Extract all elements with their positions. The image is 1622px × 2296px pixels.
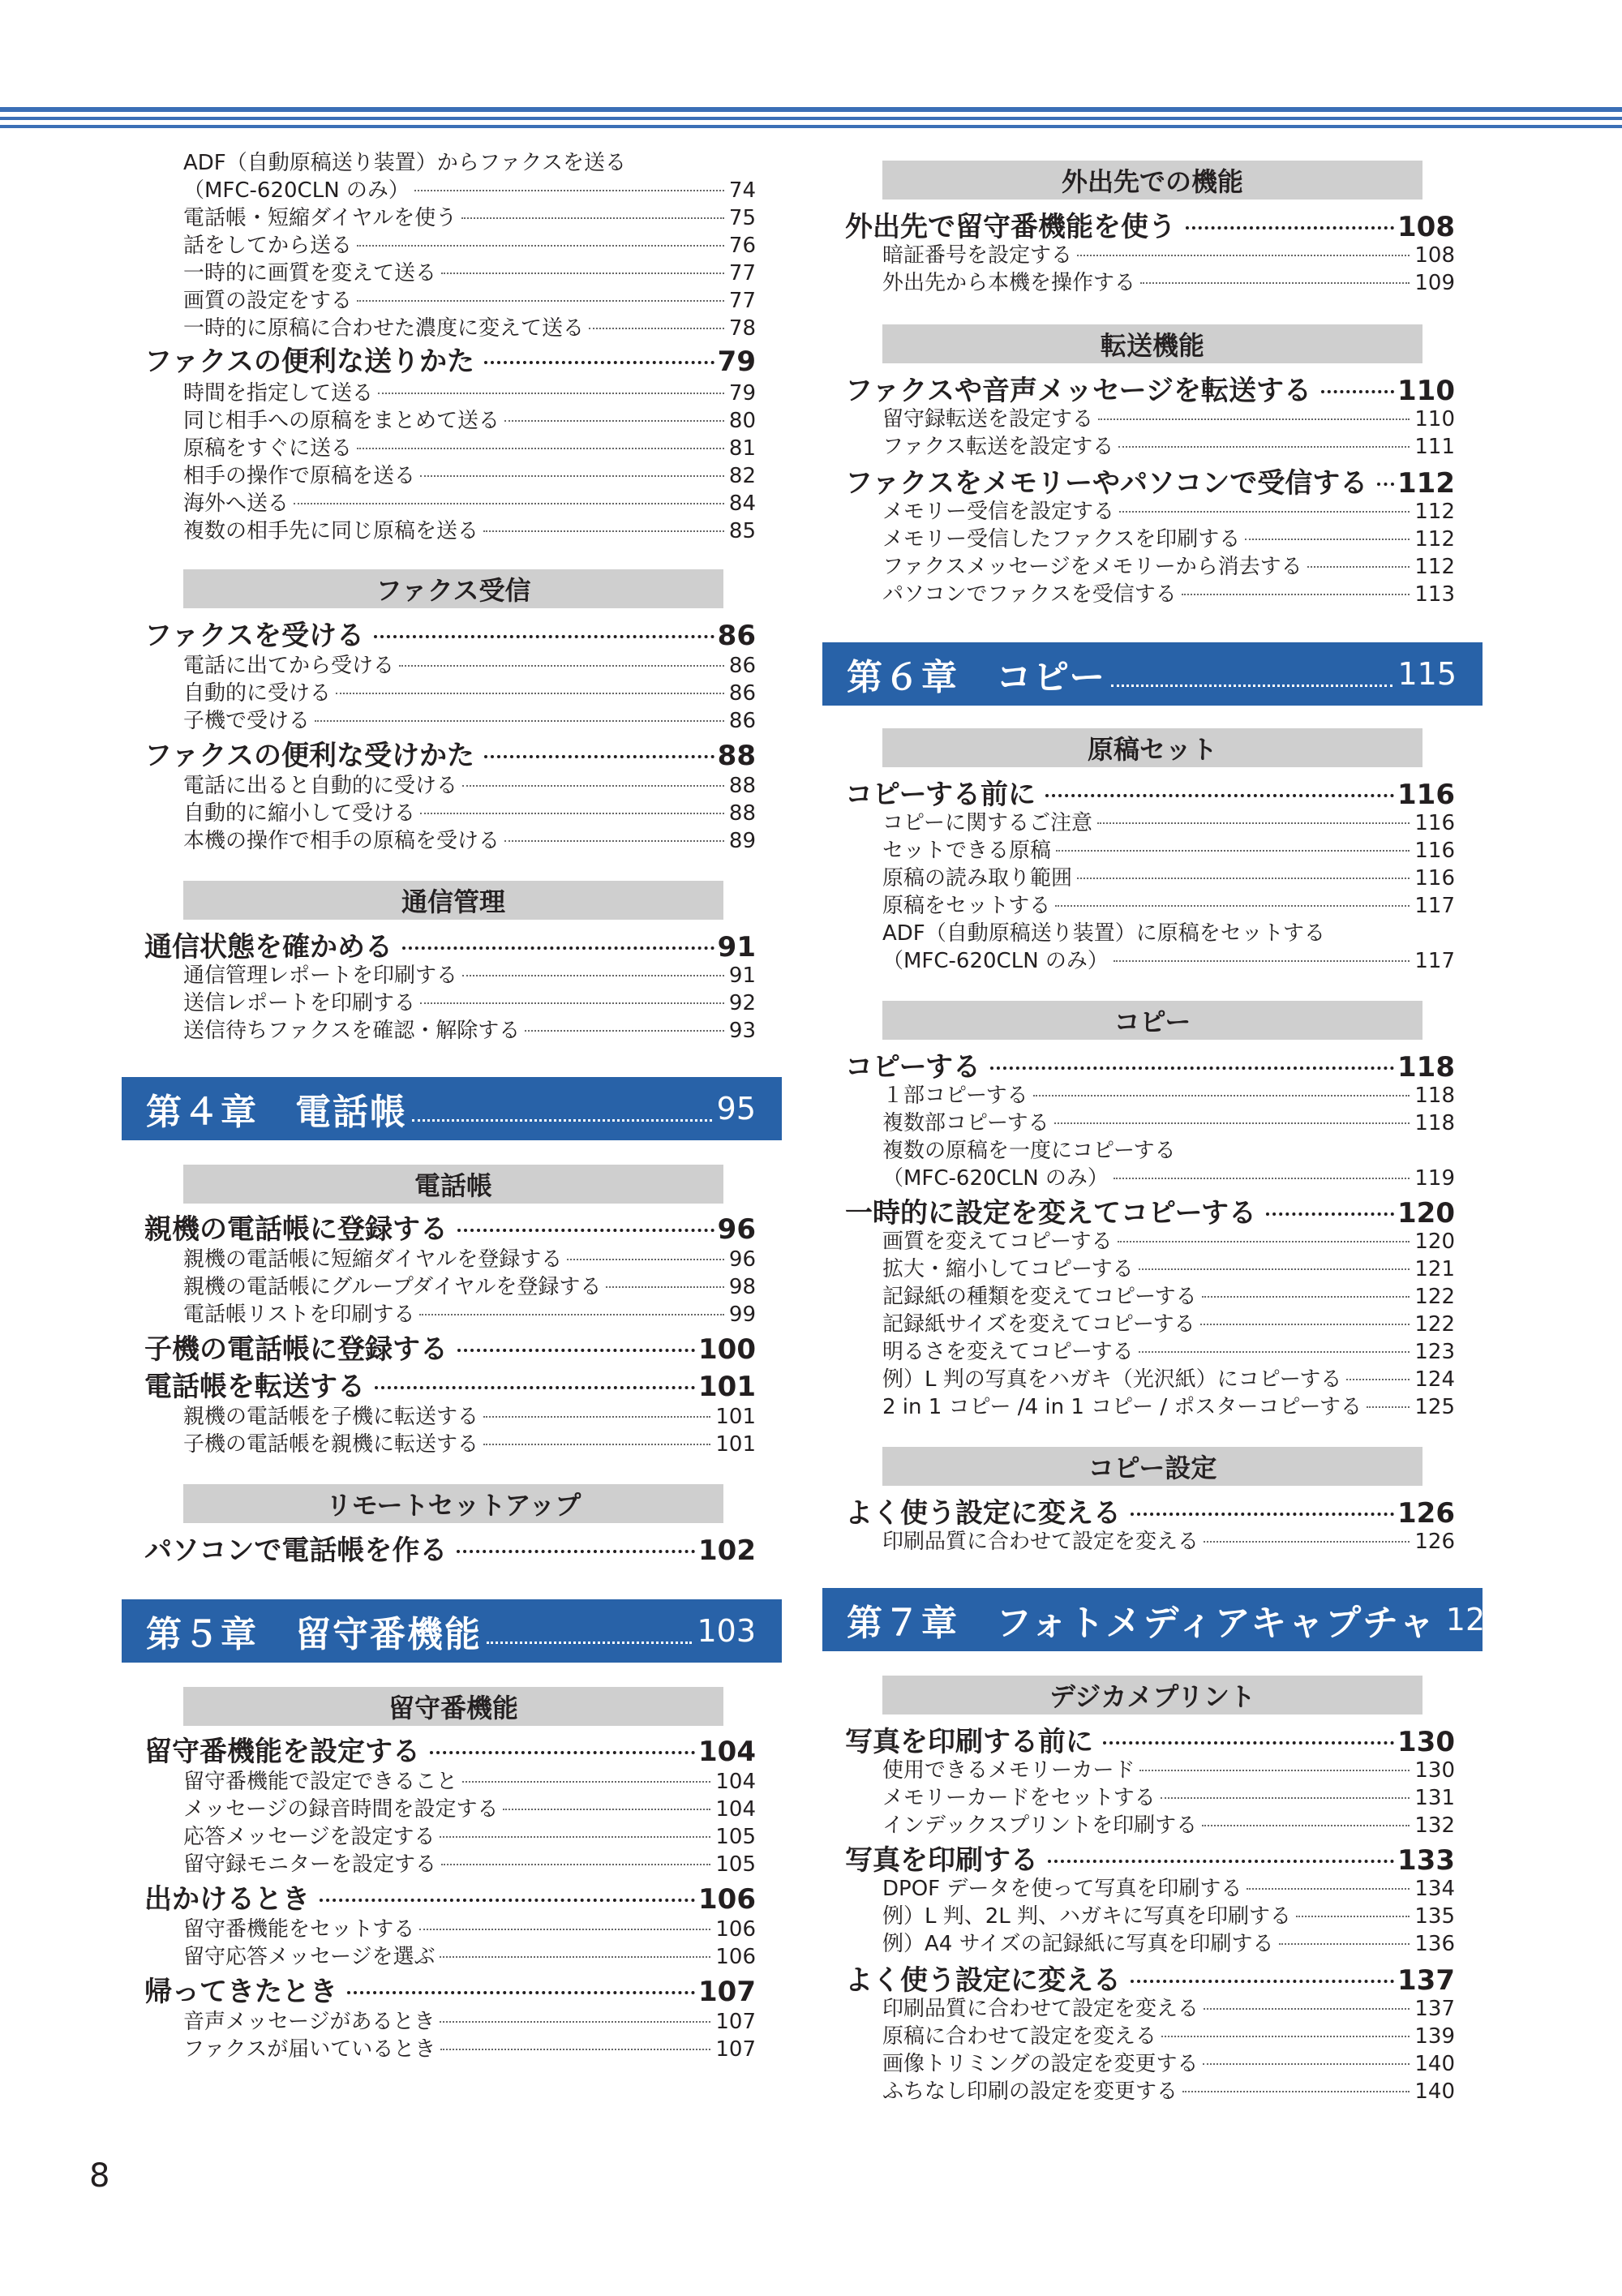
entry-page: 104	[715, 1770, 756, 1794]
entry-text: 親機の電話帳にグループダイヤルを登録する	[183, 1275, 602, 1299]
entry-text: 画質を変えてコピーする	[882, 1230, 1113, 1254]
chapter-page: 115	[1397, 656, 1457, 692]
toc-entry[interactable]	[183, 287, 756, 315]
heading-page: 108	[1397, 211, 1455, 243]
entry-page: 106	[715, 1917, 756, 1942]
toc-entry[interactable]	[882, 2023, 1455, 2050]
chapter-7-banner[interactable]	[822, 1588, 1505, 1651]
toc-heading[interactable]	[845, 1496, 1455, 1531]
toc-heading[interactable]	[144, 929, 756, 965]
entry-page: 78	[728, 316, 756, 341]
toc-entry[interactable]	[183, 1301, 756, 1328]
entry-page: 130	[1414, 1758, 1455, 1783]
entry-text: 記録紙の種類を変えてコピーする	[882, 1285, 1197, 1309]
heading-text: よく使う設定に変える	[845, 1964, 1121, 1997]
heading-text: 子機の電話帳に登録する	[144, 1333, 448, 1366]
entry-text: パソコンでファクスを受信する	[882, 582, 1177, 607]
toc-entry[interactable]	[882, 947, 1455, 975]
entry-page: 131	[1414, 1786, 1455, 1810]
entry-page: 113	[1414, 582, 1455, 607]
entry-text: ファクス転送を設定する	[882, 435, 1114, 459]
toc-entry[interactable]	[183, 1943, 756, 1971]
entry-page: 105	[715, 1825, 756, 1849]
entry-page: 139	[1414, 2024, 1455, 2049]
entry-text: 電話帳リストを印刷する	[183, 1302, 415, 1327]
toc-entry[interactable]	[882, 1903, 1455, 1930]
entry-text: メモリーカードをセットする	[882, 1786, 1156, 1810]
entry-text: 複数部コピーする	[882, 1111, 1049, 1135]
toc-entry[interactable]	[183, 315, 756, 342]
heading-text: ファクスを受ける	[144, 620, 364, 652]
toc-entry[interactable]	[882, 1283, 1455, 1311]
toc-entry[interactable]	[882, 526, 1455, 553]
entry-page: 77	[728, 289, 756, 313]
entry-text: 拡大・縮小してコピーする	[882, 1257, 1134, 1281]
entry-page: 118	[1414, 1111, 1455, 1135]
toc-heading[interactable]	[144, 618, 756, 654]
entry-text: メモリー受信を設定する	[882, 500, 1115, 524]
entry-page: 108	[1414, 243, 1455, 268]
entry-page: 117	[1414, 949, 1455, 973]
toc-entry[interactable]	[882, 1255, 1455, 1283]
toc-entry[interactable]	[882, 1757, 1455, 1784]
toc-entry[interactable]	[882, 581, 1455, 608]
toc-entry[interactable]	[183, 652, 756, 680]
entry-text: 本機の操作で相手の原稿を受ける	[183, 829, 500, 853]
entry-text: 画質の設定をする	[183, 289, 353, 313]
toc-heading[interactable]	[144, 1974, 756, 2010]
toc-entry[interactable]	[183, 680, 756, 707]
heading-text: 外出先で留守番機能を使う	[845, 211, 1176, 243]
entry-page: 109	[1414, 271, 1455, 295]
entry-page: 75	[728, 206, 756, 230]
toc-heading[interactable]	[144, 738, 756, 774]
heading-text: 親機の電話帳に登録する	[144, 1213, 448, 1246]
toc-entry[interactable]	[183, 435, 756, 462]
toc-entry[interactable]	[882, 1228, 1455, 1255]
entry-page: 123	[1414, 1340, 1455, 1364]
entry-page: 89	[728, 829, 756, 853]
toc-entry[interactable]	[183, 1851, 756, 1878]
chapter-6-banner[interactable]	[822, 642, 1483, 706]
entry-page: 88	[728, 774, 756, 798]
heading-text: 留守番機能を設定する	[144, 1736, 420, 1768]
toc-entry[interactable]	[882, 433, 1455, 461]
toc-heading[interactable]	[144, 1882, 756, 1917]
toc-entry[interactable]	[882, 1930, 1455, 1958]
entry-page: 86	[728, 654, 756, 678]
heading-text: 写真を印刷する前に	[845, 1726, 1093, 1758]
chapter-title: 第４章 電話帳	[146, 1092, 407, 1133]
entry-page: 126	[1414, 1530, 1455, 1554]
entry-page: 104	[715, 1797, 756, 1822]
toc-line[interactable]: 複数の原稿を一度にコピーする	[882, 1139, 1176, 1163]
toc-entry[interactable]	[183, 1916, 756, 1943]
entry-page: 111	[1414, 435, 1455, 459]
toc-heading[interactable]	[845, 777, 1455, 813]
entry-text: （MFC-620CLN のみ）	[882, 949, 1109, 973]
entry-text: メッセージの録音時間を設定する	[183, 1797, 499, 1822]
entry-page: 140	[1414, 2052, 1455, 2076]
entry-page: 80	[728, 409, 756, 433]
toc-entry[interactable]	[183, 772, 756, 800]
entry-page: 81	[728, 436, 756, 461]
entry-text: ファクスメッセージをメモリーから消去する	[882, 555, 1302, 579]
entry-page: 122	[1414, 1285, 1455, 1309]
entry-text: 外出先から本機を操作する	[882, 271, 1136, 295]
toc-entry[interactable]	[183, 462, 756, 490]
toc-entry[interactable]	[183, 490, 756, 517]
toc-heading[interactable]	[144, 344, 756, 380]
chapter-title: 第５章 留守番機能	[146, 1614, 482, 1655]
toc-entry[interactable]	[183, 989, 756, 1017]
toc-entry[interactable]	[882, 837, 1455, 865]
entry-text: 原稿をセットする	[882, 894, 1051, 918]
entry-page: 118	[1414, 1084, 1455, 1108]
toc-entry[interactable]	[882, 498, 1455, 526]
heading-text: ファクスや音声メッセージを転送する	[845, 375, 1311, 407]
entry-page: 122	[1414, 1312, 1455, 1337]
heading-page: 106	[698, 1883, 756, 1916]
heading-page: 104	[698, 1736, 756, 1768]
entry-page: 136	[1414, 1932, 1455, 1956]
heading-page: 130	[1397, 1726, 1455, 1758]
toc-entry[interactable]	[882, 2078, 1455, 2105]
entry-page: 107	[715, 2010, 756, 2034]
entry-text: 時間を指定して送る	[183, 381, 374, 406]
entry-text: （MFC-620CLN のみ）	[882, 1166, 1109, 1191]
section-bar-forwarding: 転送機能	[882, 324, 1422, 363]
toc-entry[interactable]	[183, 1823, 756, 1851]
toc-entry[interactable]	[183, 827, 756, 855]
entry-page: 91	[728, 963, 756, 988]
entry-text: 電話帳・短縮ダイヤルを使う	[183, 206, 457, 230]
entry-text: 一時的に原稿に合わせた濃度に変えて送る	[183, 316, 585, 341]
toc-entry[interactable]	[183, 1768, 756, 1796]
entry-page: 86	[728, 709, 756, 733]
heading-page: 112	[1397, 467, 1455, 500]
entry-text: 明るさを変えてコピーする	[882, 1340, 1134, 1364]
toc-entry[interactable]	[882, 865, 1455, 892]
entry-text: インデックスプリントを印刷する	[882, 1813, 1198, 1838]
toc-entry[interactable]	[183, 707, 756, 735]
entry-text: 応答メッセージを設定する	[183, 1825, 436, 1849]
chapter-5-banner[interactable]	[122, 1599, 782, 1663]
chapter-title: 第７章 フォトメディアキャプチャ	[847, 1603, 1436, 1644]
entry-text: 相手の操作で原稿を送る	[183, 464, 416, 488]
entry-text: 留守番機能をセットする	[183, 1917, 415, 1942]
heading-page: 86	[717, 620, 756, 652]
toc-heading[interactable]	[845, 466, 1455, 501]
entry-text: 例）A4 サイズの記録紙に写真を印刷する	[882, 1932, 1274, 1956]
heading-page: 79	[717, 345, 756, 378]
entry-text: 2 in 1 コピー /4 in 1 コピー / ポスターコピーする	[882, 1395, 1362, 1419]
toc-entry[interactable]	[882, 1311, 1455, 1338]
toc-entry[interactable]	[882, 406, 1455, 433]
entry-page: 107	[715, 2037, 756, 2062]
chapter-4-banner[interactable]	[122, 1077, 782, 1140]
toc-heading[interactable]	[845, 209, 1455, 245]
entry-page: 98	[728, 1275, 756, 1299]
entry-page: 135	[1414, 1904, 1455, 1929]
toc-entry[interactable]	[183, 517, 756, 545]
entry-text: 子機で受ける	[183, 709, 311, 733]
entry-page: 110	[1414, 407, 1455, 431]
entry-text: 例）L 判、2L 判、ハガキに写真を印刷する	[882, 1904, 1292, 1929]
toc-heading[interactable]	[845, 1195, 1455, 1231]
entry-text: ファクスが届いているとき	[183, 2037, 436, 2062]
heading-page: 126	[1397, 1497, 1455, 1530]
toc-entry[interactable]	[183, 800, 756, 827]
entry-text: 暗証番号を設定する	[882, 243, 1073, 268]
entry-page: 84	[728, 491, 756, 516]
toc-entry[interactable]	[882, 553, 1455, 581]
toc-heading[interactable]	[144, 1734, 756, 1770]
toc-heading[interactable]	[144, 1212, 756, 1247]
heading-page: 91	[717, 931, 756, 963]
entry-text: 印刷品質に合わせて設定を変える	[882, 1530, 1199, 1554]
entry-text: セットできる原稿	[882, 839, 1052, 863]
heading-text: ファクスの便利な受けかた	[144, 740, 474, 772]
entry-text: 音声メッセージがあるとき	[183, 2010, 436, 2034]
section-bar-communication: 通信管理	[183, 881, 723, 920]
entry-text: 使用できるメモリーカード	[882, 1758, 1135, 1783]
toc-entry[interactable]	[882, 809, 1455, 837]
entry-page: 140	[1414, 2079, 1455, 2104]
toc-entry[interactable]	[882, 1784, 1455, 1812]
entry-text: 自動的に縮小して受ける	[183, 801, 416, 826]
toc-entry[interactable]	[183, 1403, 756, 1431]
entry-page: 85	[728, 519, 756, 543]
toc-entry[interactable]	[183, 2008, 756, 2036]
entry-text: 電話に出てから受ける	[183, 654, 395, 678]
entry-page: 112	[1414, 500, 1455, 524]
toc-entry[interactable]	[183, 1246, 756, 1273]
toc-entry[interactable]	[882, 1995, 1455, 2023]
section-bar-answering: 留守番機能	[183, 1687, 723, 1726]
toc-entry[interactable]	[882, 1082, 1455, 1109]
entry-text: 親機の電話帳に短縮ダイヤルを登録する	[183, 1247, 563, 1272]
section-bar-fax-receive: ファクス受信	[183, 569, 723, 608]
entry-page: 77	[728, 261, 756, 285]
entry-page: 121	[1414, 1257, 1455, 1281]
entry-text: 例）L 判の写真をハガキ（光沢紙）にコピーする	[882, 1367, 1342, 1392]
heading-text: 帰ってきたとき	[144, 1976, 337, 2008]
toc-entry[interactable]	[882, 1393, 1455, 1421]
entry-text: （MFC-620CLN のみ）	[183, 178, 410, 203]
toc-entry[interactable]	[183, 232, 756, 260]
page-number: 8	[89, 2157, 110, 2195]
entry-text: 電話に出ると自動的に受ける	[183, 774, 458, 798]
entry-text: 原稿に合わせて設定を変える	[882, 2024, 1157, 2049]
entry-page: 137	[1414, 1997, 1455, 2021]
entry-text: １部コピーする	[882, 1084, 1028, 1108]
entry-text: 子機の電話帳を親機に転送する	[183, 1432, 479, 1457]
entry-text: 留守録モニターを設定する	[183, 1852, 437, 1877]
entry-text: DPOF データを使って写真を印刷する	[882, 1877, 1242, 1901]
heading-text: 一時的に設定を変えてコピーする	[845, 1197, 1256, 1230]
chapter-page: 103	[697, 1613, 756, 1649]
entry-page: 132	[1414, 1813, 1455, 1838]
heading-text: ファクスをメモリーやパソコンで受信する	[845, 467, 1368, 500]
heading-page: 96	[717, 1213, 756, 1246]
entry-page: 99	[728, 1302, 756, 1327]
toc-entry[interactable]	[183, 2036, 756, 2063]
entry-text: 原稿をすぐに送る	[183, 436, 353, 461]
toc-entry[interactable]	[183, 380, 756, 407]
entry-text: メモリー受信したファクスを印刷する	[882, 527, 1241, 551]
section-bar-phonebook: 電話帳	[183, 1165, 723, 1204]
entry-text: 複数の相手先に同じ原稿を送る	[183, 519, 479, 543]
entry-page: 86	[728, 681, 756, 706]
section-bar-remote-setup: リモートセットアップ	[183, 1484, 723, 1523]
heading-page: 107	[698, 1976, 756, 2008]
heading-text: 写真を印刷する	[845, 1844, 1038, 1877]
entry-text: 留守録転送を設定する	[882, 407, 1094, 431]
entry-page: 116	[1414, 866, 1455, 891]
toc-entry[interactable]	[882, 1109, 1455, 1137]
toc-entry[interactable]	[183, 177, 756, 204]
heading-page: 101	[698, 1371, 756, 1403]
entry-text: 話をしてから送る	[183, 234, 353, 258]
entry-page: 105	[715, 1852, 756, 1877]
entry-text: 送信レポートを印刷する	[183, 991, 416, 1015]
entry-text: 留守応答メッセージを選ぶ	[183, 1945, 436, 1969]
section-bar-remote-functions: 外出先での機能	[882, 161, 1422, 200]
toc-entry[interactable]	[183, 1017, 756, 1045]
toc-heading[interactable]	[144, 1369, 756, 1405]
toc-entry[interactable]	[183, 1273, 756, 1301]
heading-page: 116	[1397, 779, 1455, 811]
entry-text: 親機の電話帳を子機に転送する	[183, 1405, 479, 1429]
entry-page: 116	[1414, 839, 1455, 863]
toc-heading[interactable]	[845, 373, 1455, 409]
entry-text: 通信管理レポートを印刷する	[183, 963, 458, 988]
entry-page: 96	[728, 1247, 756, 1272]
entry-page: 120	[1414, 1230, 1455, 1254]
entry-page: 92	[728, 991, 756, 1015]
entry-text: 留守番機能で設定できること	[183, 1770, 458, 1794]
heading-text: コピーする前に	[845, 779, 1036, 811]
entry-page: 74	[728, 178, 756, 203]
heading-page: 110	[1397, 375, 1455, 407]
toc-line[interactable]: ADF（自動原稿送り装置）からファクスを送る	[183, 151, 626, 175]
entry-text: 送信待ちファクスを確認・解除する	[183, 1019, 521, 1043]
toc-heading[interactable]	[845, 1963, 1455, 1998]
heading-text: 通信状態を確かめる	[144, 931, 393, 963]
entry-text: 印刷品質に合わせて設定を変える	[882, 1997, 1199, 2021]
entry-page: 76	[728, 234, 756, 258]
entry-text: コピーに関するご注意	[882, 811, 1092, 835]
toc-entry[interactable]	[183, 962, 756, 989]
heading-page: 118	[1397, 1051, 1455, 1084]
toc-entry[interactable]	[882, 1528, 1455, 1556]
heading-page: 133	[1397, 1844, 1455, 1877]
entry-text: 同じ相手への原稿をまとめて送る	[183, 409, 500, 433]
toc-entry[interactable]	[882, 1165, 1455, 1192]
entry-page: 117	[1414, 894, 1455, 918]
entry-page: 101	[715, 1405, 756, 1429]
entry-page: 116	[1414, 811, 1455, 835]
heading-page: 120	[1397, 1197, 1455, 1230]
heading-page: 88	[717, 740, 756, 772]
toc-entry[interactable]	[183, 260, 756, 287]
toc-heading[interactable]	[845, 1843, 1455, 1878]
toc-heading[interactable]	[144, 1332, 756, 1367]
toc-entry[interactable]	[882, 269, 1455, 297]
toc-entry[interactable]	[882, 1812, 1455, 1839]
entry-page: 101	[715, 1432, 756, 1457]
section-bar-copy: コピー	[882, 1001, 1422, 1040]
entry-page: 82	[728, 464, 756, 488]
toc-entry[interactable]	[882, 2050, 1455, 2078]
entry-page: 112	[1414, 527, 1455, 551]
heading-page: 102	[698, 1534, 756, 1567]
entry-page: 93	[728, 1019, 756, 1043]
entry-page: 88	[728, 801, 756, 826]
entry-page: 79	[728, 381, 756, 406]
entry-text: 自動的に受ける	[183, 681, 332, 706]
toc-entry[interactable]	[882, 1338, 1455, 1366]
heading-text: ファクスの便利な送りかた	[144, 345, 474, 378]
heading-page: 137	[1397, 1964, 1455, 1997]
heading-text: パソコンで電話帳を作る	[144, 1534, 448, 1567]
toc-entry[interactable]	[183, 1796, 756, 1823]
entry-page: 124	[1414, 1367, 1455, 1392]
entry-text: 画像トリミングの設定を変更する	[882, 2052, 1199, 2076]
section-bar-set-original: 原稿セット	[882, 728, 1422, 767]
toc-entry[interactable]	[882, 1875, 1455, 1903]
heading-text: よく使う設定に変える	[845, 1497, 1121, 1530]
toc-entry[interactable]	[183, 407, 756, 435]
toc-entry[interactable]	[882, 1366, 1455, 1393]
entry-text: 原稿の読み取り範囲	[882, 866, 1073, 891]
header-stripes	[0, 107, 1622, 135]
entry-page: 134	[1414, 1877, 1455, 1901]
chapter-page: 95	[716, 1091, 756, 1127]
heading-text: 電話帳を転送する	[144, 1371, 365, 1403]
toc-heading[interactable]	[845, 1049, 1455, 1085]
heading-text: 出かけるとき	[144, 1883, 310, 1916]
toc-entry[interactable]	[882, 242, 1455, 269]
heading-text: コピーする	[845, 1051, 980, 1084]
entry-page: 106	[715, 1945, 756, 1969]
entry-text: 海外へ送る	[183, 491, 290, 516]
toc-line[interactable]: ADF（自動原稿送り装置）に原稿をセットする	[882, 921, 1325, 946]
entry-page: 112	[1414, 555, 1455, 579]
entry-text: 記録紙サイズを変えてコピーする	[882, 1312, 1195, 1337]
section-bar-copy-settings: コピー設定	[882, 1447, 1422, 1486]
entry-page: 119	[1414, 1166, 1455, 1191]
section-bar-digicam-print: デジカメプリント	[882, 1676, 1422, 1714]
heading-page: 100	[698, 1333, 756, 1366]
entry-text: ふちなし印刷の設定を変更する	[882, 2079, 1178, 2104]
toc-entry[interactable]	[183, 1431, 756, 1458]
chapter-title: 第６章 コピー	[847, 657, 1107, 698]
entry-page: 125	[1414, 1395, 1455, 1419]
entry-text: 一時的に画質を変えて送る	[183, 261, 437, 285]
toc-entry[interactable]	[183, 204, 756, 232]
chapter-page: 129	[1445, 1602, 1505, 1637]
toc-heading[interactable]	[845, 1724, 1455, 1760]
toc-entry[interactable]	[882, 892, 1455, 920]
toc-heading[interactable]	[144, 1533, 756, 1569]
